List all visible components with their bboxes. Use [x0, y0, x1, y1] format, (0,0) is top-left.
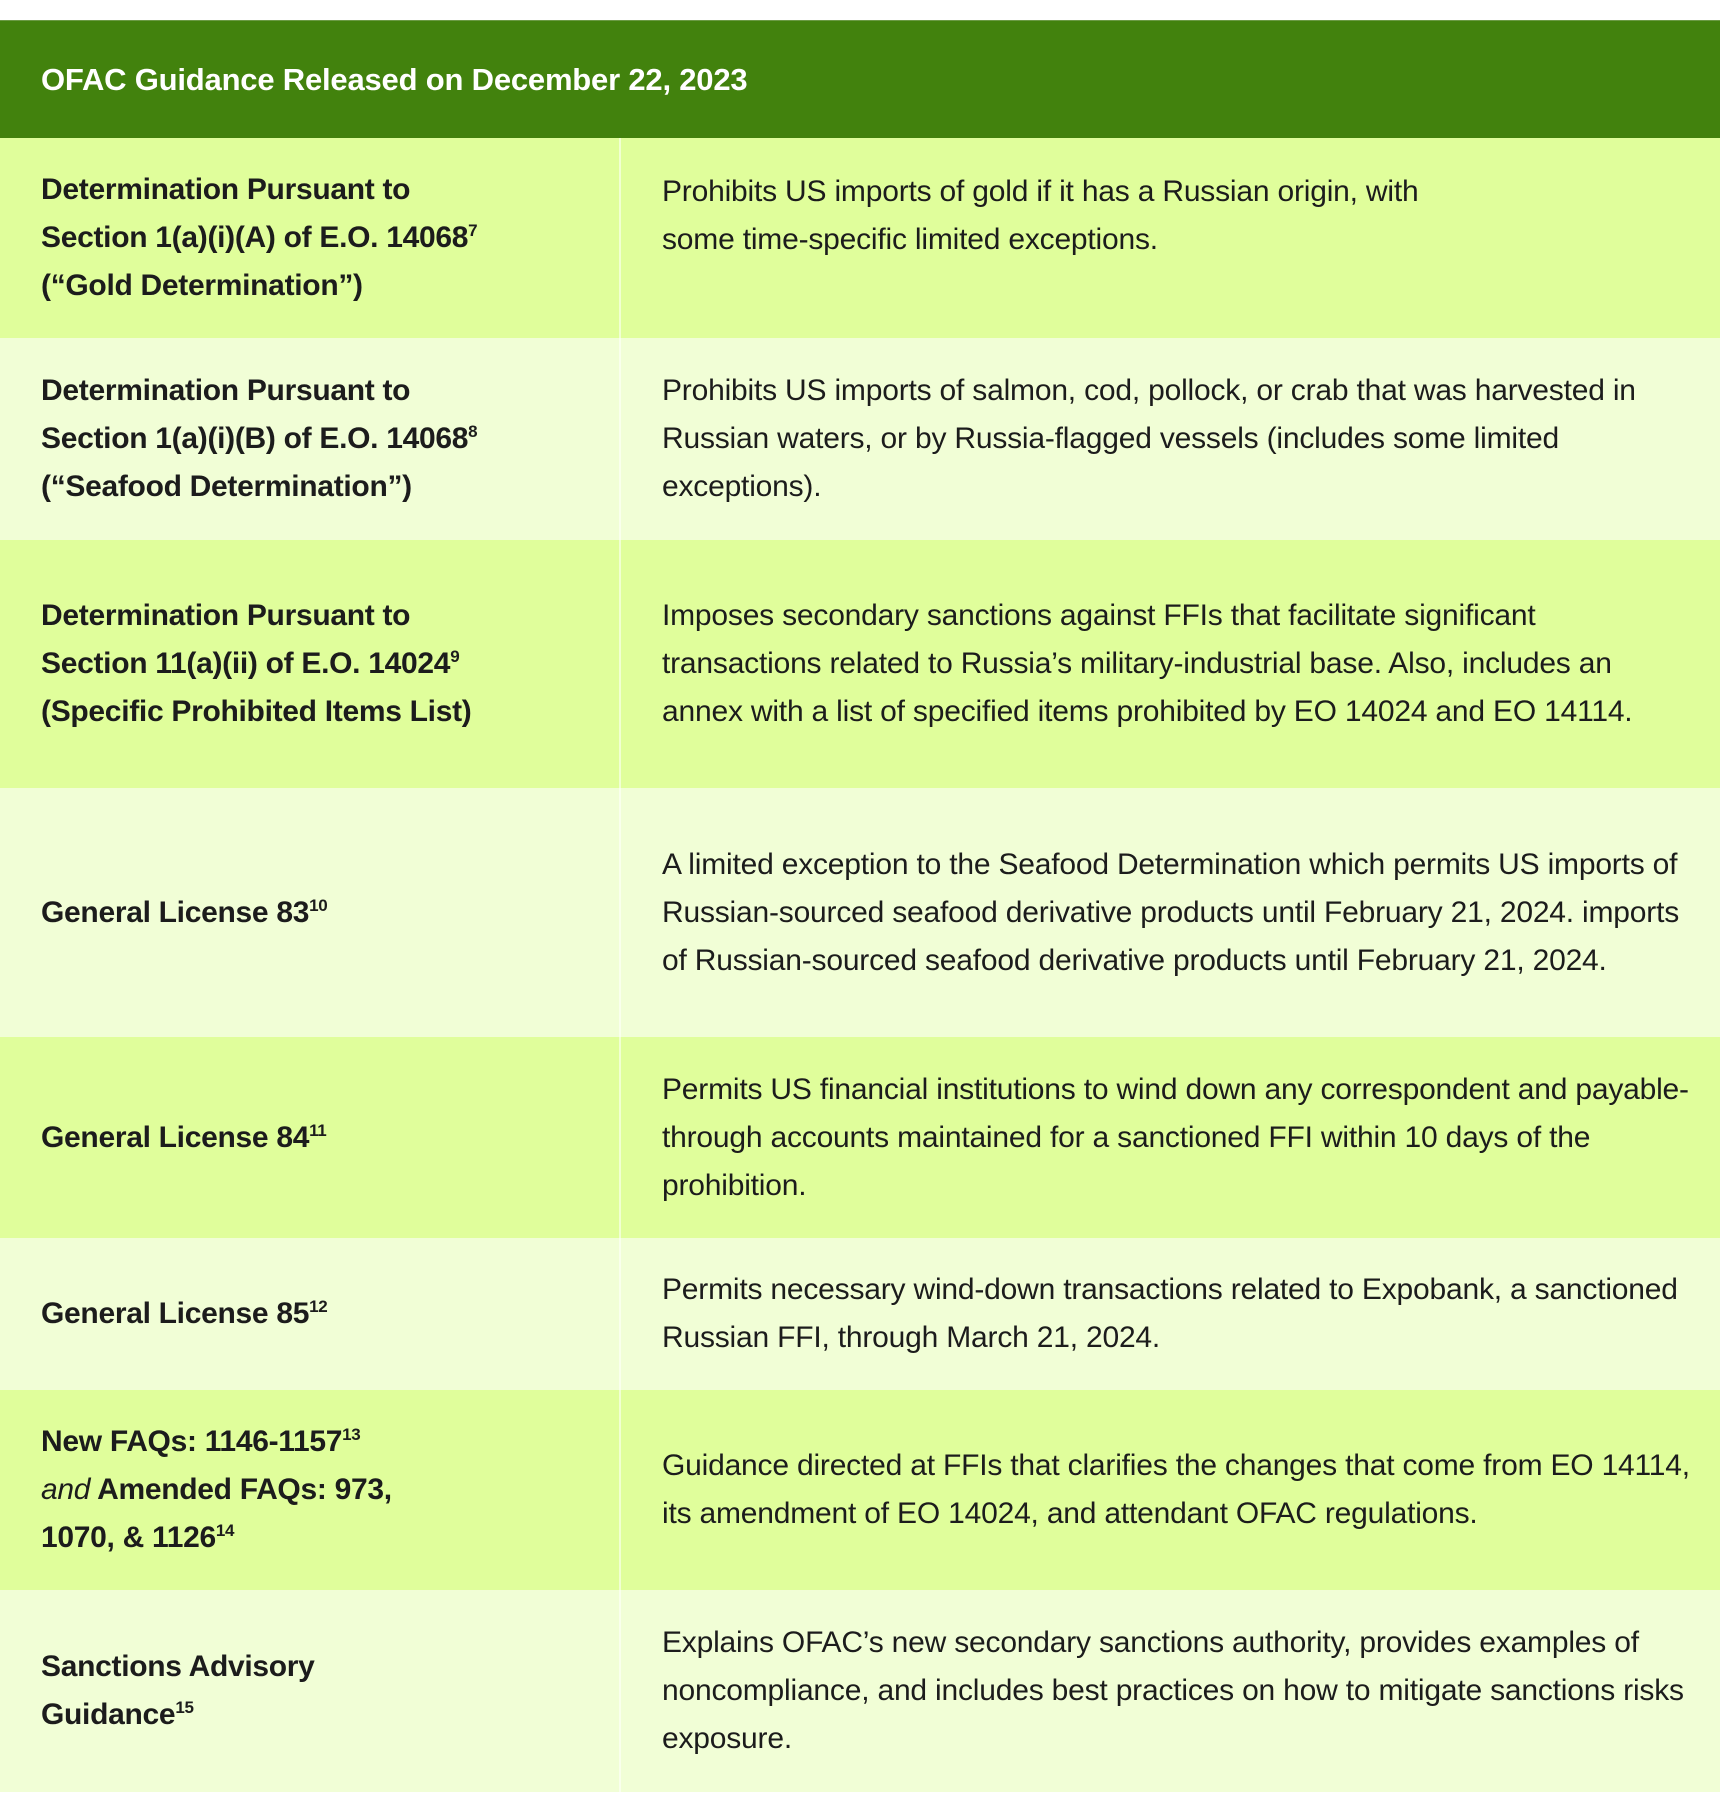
- description-cell: [621, 540, 1720, 788]
- description-cell: [621, 338, 1720, 540]
- item-cell: [0, 1390, 621, 1590]
- footnote-ref[interactable]: 7: [468, 221, 478, 240]
- item-line: Section 11(a)(ii) of E.O. 14024: [41, 647, 451, 680]
- footnote-ref[interactable]: 8: [468, 422, 478, 441]
- table-row: [0, 338, 1720, 540]
- item-line: Amended FAQs: 973,: [97, 1473, 392, 1506]
- description-text: Prohibits US imports of gold if it has a Russian origin, with some time-specific limited exceptions.: [662, 175, 1419, 256]
- table-header: [0, 20, 1720, 138]
- item-line: (“Seafood Determination”): [41, 470, 412, 503]
- description-text: Explains OFAC’s new secondary sanctions authority, provides examples of noncompliance, and includes best practices on how to mitigate sanctions risks exposure.: [662, 1626, 1684, 1755]
- description-cell: [621, 1590, 1720, 1792]
- item-line: Determination Pursuant to: [41, 374, 411, 407]
- table-row: [0, 1238, 1720, 1390]
- footnote-ref[interactable]: 13: [342, 1425, 361, 1444]
- item-label: [41, 1290, 327, 1338]
- item-line: 1070, & 1126: [41, 1521, 216, 1554]
- item-line: New FAQs: 1146-1157: [41, 1425, 343, 1458]
- item-conjunction: and: [41, 1473, 91, 1506]
- item-line: Guidance: [41, 1698, 176, 1731]
- item-label: [41, 1418, 392, 1562]
- item-cell: [0, 138, 621, 338]
- table-row: [0, 540, 1720, 788]
- item-label: [41, 889, 327, 937]
- item-cell: [0, 1590, 621, 1792]
- description-text: Permits necessary wind-down transactions related to Expobank, a sanctioned Russian FFI, through March 21, 2024.: [662, 1273, 1678, 1354]
- item-line: Determination Pursuant to: [41, 173, 411, 206]
- item-line: (“Gold Determination”): [41, 269, 363, 302]
- table-row: [0, 788, 1720, 1037]
- ofac-guidance-table: [0, 20, 1720, 1792]
- description-text: Guidance directed at FFIs that clarifies the changes that come from EO 14114, its amendment of EO 14024, and attendant OFAC regulations.: [662, 1449, 1690, 1530]
- description-text: Prohibits US imports of salmon, cod, pollock, or crab that was harvested in Russian waters, or by Russia-flagged vessels (includes some limited exceptions).: [662, 374, 1636, 503]
- item-label: [41, 166, 477, 310]
- description-cell: [621, 1037, 1720, 1238]
- footnote-ref[interactable]: 9: [450, 647, 460, 666]
- item-label: [41, 592, 471, 736]
- description-cell: [621, 788, 1720, 1037]
- item-line: General License 83: [41, 895, 310, 929]
- item-cell: [0, 1037, 621, 1238]
- table-row: [0, 1590, 1720, 1792]
- footnote-ref[interactable]: 11: [309, 1120, 327, 1140]
- footnote-ref[interactable]: 10: [309, 895, 328, 915]
- table-row: [0, 1390, 1720, 1590]
- item-label: [41, 1643, 315, 1739]
- item-line: General License 84: [41, 1120, 310, 1154]
- footnote-ref[interactable]: 14: [215, 1521, 235, 1540]
- description-cell: [621, 1390, 1720, 1590]
- description-text: Permits US financial institutions to wind down any correspondent and payable-through accounts maintained for a sanctioned FFI within 10 days of the prohibition.: [662, 1072, 1689, 1202]
- item-line: Determination Pursuant to: [41, 599, 411, 632]
- table-row: [0, 1037, 1720, 1238]
- description-text: A limited exception to the Seafood Determination which permits US imports of Russian-sourced seafood derivative products until February 21, 2024. imports of Russian-sourced seafood derivative products until February 21, 2024.: [662, 847, 1680, 977]
- item-cell: [0, 338, 621, 540]
- item-line: Section 1(a)(i)(A) of E.O. 14068: [41, 221, 469, 254]
- description-text: Imposes secondary sanctions against FFIs that facilitate significant transactions related to Russia’s military-industrial base. Also, includes an annex with a list of specified items prohibited by EO 14024 and EO 14114.: [662, 599, 1633, 728]
- item-cell: [0, 1238, 621, 1390]
- item-cell: [0, 540, 621, 788]
- footnote-ref[interactable]: 15: [175, 1698, 194, 1717]
- item-cell: [0, 788, 621, 1037]
- table-row: [0, 138, 1720, 338]
- item-label: [41, 1114, 326, 1162]
- item-label: [41, 367, 477, 511]
- item-line: General License 85: [41, 1297, 310, 1330]
- description-cell: [621, 1238, 1720, 1390]
- item-line: (Specific Prohibited Items List): [41, 695, 472, 728]
- description-cell: [621, 138, 1720, 338]
- item-line: Section 1(a)(i)(B) of E.O. 14068: [41, 422, 469, 455]
- table-title: OFAC Guidance Released on December 22, 2023: [41, 61, 748, 97]
- footnote-ref[interactable]: 12: [309, 1297, 328, 1316]
- item-line: Sanctions Advisory: [41, 1650, 315, 1683]
